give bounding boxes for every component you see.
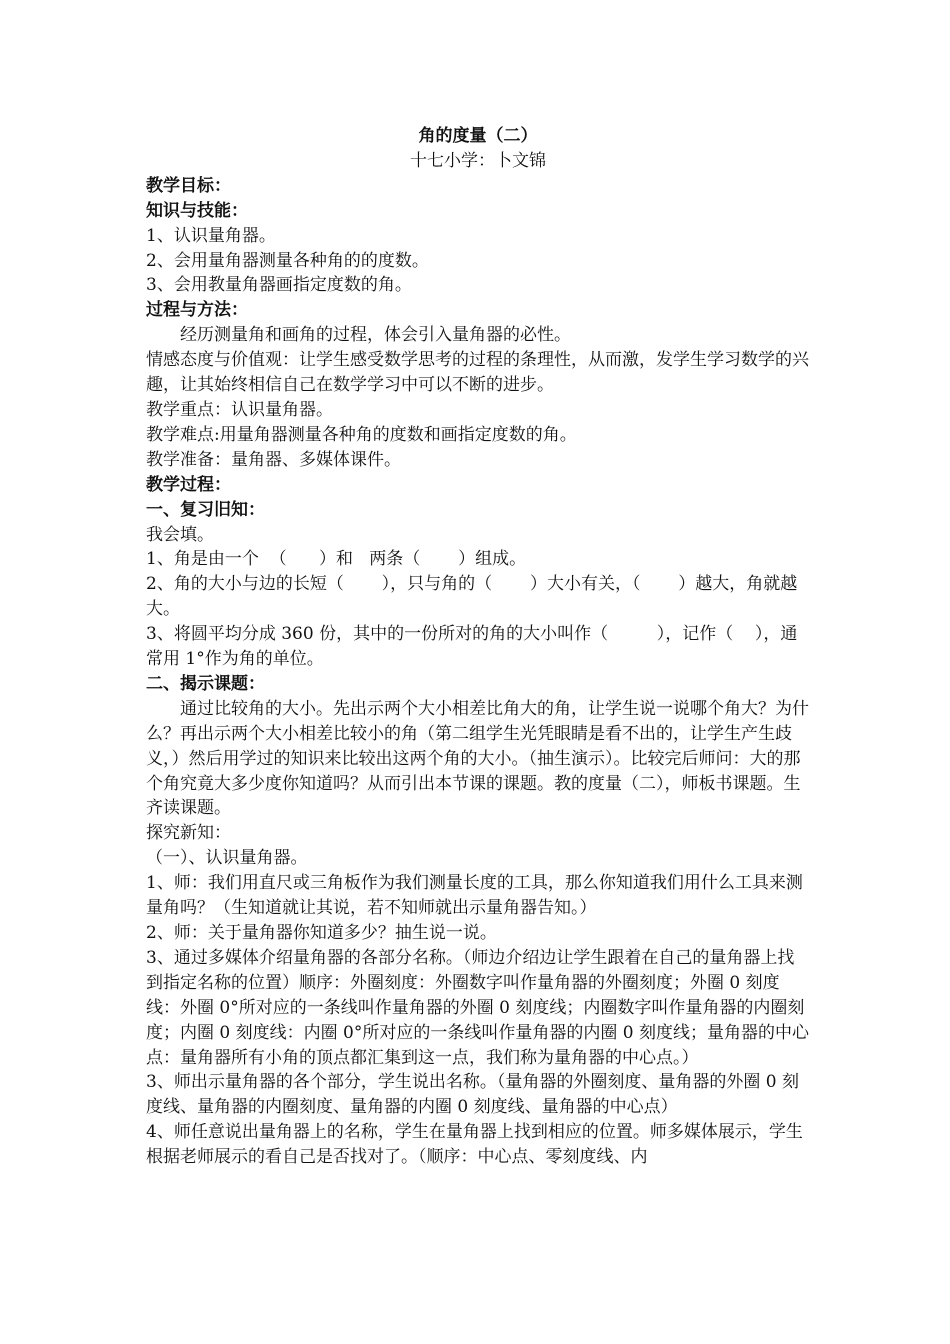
section-heading: 知识与技能： xyxy=(146,200,248,221)
paragraph: 教学准备：量角器、多媒体课件。 xyxy=(146,449,401,470)
paragraph: 2、会用量角器测量各种角的的度数。 xyxy=(146,250,429,271)
paragraph: 通过比较角的大小。先出示两个大小相差比角大的角，让学生说一说哪个角大？为什么？再出示两个大小相差比较小的角（第二组学生光凭眼睛是看不出的，让学生产生歧义，）然后用学过的知识来比较出这两个角的大小。（抽生演示）。比较完后师问：大的那个角究竟大多少度你知道吗？从而引出本节课的课题。教的度量（二），师板书课题。生齐读课题。 xyxy=(146,698,809,819)
paragraph: 教学难点:用量角器测量各种角的度数和画指定度数的角。 xyxy=(146,424,577,445)
paragraph: 1、角是由一个 （ ）和 两条（ ）组成。 xyxy=(146,549,527,570)
paragraph: 1、认识量角器。 xyxy=(146,225,276,246)
section-heading: 过程与方法： xyxy=(146,300,248,321)
paragraph: 3、师出示量角器的各个部分，学生说出名称。（量角器的外圈刻度、量角器的外圈 0 刻度线、量角器的内圈刻度、量角器的内圈 0 刻度线、量角器的中心点） xyxy=(146,1072,799,1118)
paragraph: 探究新知： xyxy=(146,823,231,844)
section-heading: 二、揭示课题： xyxy=(146,673,265,694)
section-heading: 一、复习旧知： xyxy=(146,499,265,520)
paragraph: 我会填。 xyxy=(146,524,214,545)
paragraph: 3、将圆平均分成 360 份，其中的一份所对的角的大小叫作（ ），记作（ ），通常用 1°作为角的单位。 xyxy=(146,624,798,670)
paragraph: 情感态度与价值观：让学生感受数学思考的过程的条理性，从而激，发学生学习数学的兴趣，让其始终相信自己在数学学习中可以不断的进步。 xyxy=(146,350,809,396)
section-heading: 教学目标： xyxy=(146,175,231,196)
paragraph: （一）、认识量角器。 xyxy=(146,848,308,869)
section-heading: 教学过程： xyxy=(146,474,231,495)
document-title: 角的度量（二） xyxy=(418,126,538,146)
paragraph: 2、师：关于量角器你知道多少？抽生说一说。 xyxy=(146,923,497,943)
document-page xyxy=(146,124,810,1170)
document-body xyxy=(146,174,810,1170)
paragraph: 经历测量角和画角的过程，体会引入量角器的必性。 xyxy=(180,325,571,346)
paragraph: 3、通过多媒体介绍量角器的各部分名称。（师边介绍边让学生跟着在自己的量角器上找到指定名称的位置）顺序：外圈刻度：外圈数字叫作量角器的外圈刻度；外圈 0 刻度线：外圈 0°所对应的一条线叫作量角器的外圈 0 刻度线；内圈数字叫作量角器的内圈刻度；内圈 0 刻度线：内圈 0°所对应的一条线叫作量角器的内圈 0 刻度线；量角器的中心点：量角器所有小角的顶点都汇集到这一点，我们称为量角器的中心点。） xyxy=(146,947,809,1068)
paragraph: 1、师：我们用直尺或三角板作为我们测量长度的工具，那么你知道我们用什么工具来测量角吗？（生知道就让其说，若不知师就出示量角器告知。） xyxy=(146,873,803,919)
paragraph: 4、师任意说出量角器上的名称，学生在量角器上找到相应的位置。师多媒体展示，学生根据老师展示的看自己是否找对了。（顺序：中心点、零刻度线、内 xyxy=(146,1122,803,1168)
document-author: 十七小学：卜文锦 xyxy=(410,150,546,171)
paragraph: 3、会用教量角器画指定度数的角。 xyxy=(146,275,412,296)
paragraph: 2、角的大小与边的长短（ ），只与角的（ ）大小有关，（ ）越大，角就越大。 xyxy=(146,574,798,620)
paragraph: 教学重点：认识量角器。 xyxy=(146,399,333,420)
